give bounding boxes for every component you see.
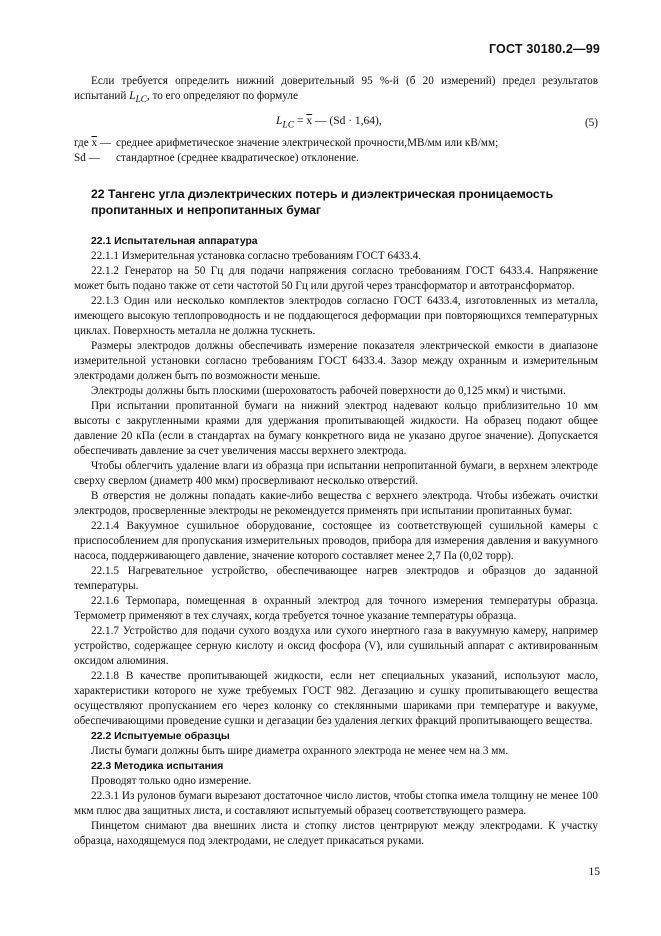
paragraph-tweezers: Пинцетом снимают два внешних листа и стопку листов центрируют между электродами. К участку образца, находящемуся под электродами, не следует прикасаться руками. — [74, 820, 598, 848]
document-header: ГОСТ 30180.2—99 — [488, 42, 600, 56]
subsection-heading-22-1: 22.1 Испытательная аппаратура — [91, 236, 258, 248]
paragraph-22-1-4: 22.1.4 Вакуумное сушильное оборудование, состоящее из соответствующей сушильной камеры с приспособлением для пропускания измерительных проводов, прибора для измерения давления и вакуумного насоса, поддерживающего давление, значение которого составляет менее 2,7 Па (0,02 торр). — [74, 520, 598, 563]
paragraph-22-3: Проводят только одно измерение. — [91, 775, 252, 788]
definition-dash: — — [97, 137, 112, 150]
subsection-heading-22-2: 22.2 Испытуемые образцы — [91, 731, 230, 743]
definitions-list — [74, 136, 598, 166]
formula-eq: = — [294, 115, 307, 128]
definition-text: стандартное (среднее квадратическое) отклонение. — [116, 152, 359, 165]
paragraph-22-1-6: 22.1.6 Термопара, помещенная в охранный электрод для точного измерения температуры образца. Термометр применяют в тех случаях, когда требуется точное указание температуры образца. — [74, 595, 598, 623]
paragraph-22-1-2: 22.1.2 Генератор на 50 Гц для подачи напряжения согласно требованиям ГОСТ 6433.4. Напряжение может быть подано также от сети частотой 50 Гц или другой через трансформатор и автотрансформатор. — [74, 265, 598, 293]
paragraph-holes: Чтобы облегчить удаление влаги из образца при испытании непропитанной бумаги, в верхнем электроде сверху сверлом (диаметр 400 мкм) просверливают несколько отверстий. — [74, 460, 598, 488]
definition-text: среднее арифметическое значение электрической прочности,МВ/мм или кВ/мм; — [116, 137, 499, 150]
paragraph-electrode-size: Размеры электродов должны обеспечивать измерение показателя электрической емкости в диапазоне измерительной установки согласно требованиям ГОСТ 6433.4. Зазор между охранным и измерительным электродами должен быть по возможности меньше. — [74, 340, 598, 383]
intro-paragraph — [74, 74, 598, 108]
definition-prefix: где — [74, 137, 92, 150]
paragraph-22-1-7: 22.1.7 Устройство для подачи сухого воздуха или сухого инертного газа в вакуумную камеру, например устройство, содержащее серную кислоту и оксид фосфора (V), или сушильный аппарат с активированным оксидом алюминия. — [74, 625, 598, 668]
formula-number: (5) — [584, 117, 598, 130]
paragraph-holes-note: В отверстия не должны попадать какие-либо вещества с верхнего электрода. Чтобы избежать очистки электродов, просверленные электроды не рекомендуется применять при испытании пропитанных бумаг. — [74, 490, 598, 518]
definition-symbol — [74, 151, 112, 166]
paragraph-22-3-1: 22.3.1 Из рулонов бумаги вырезают достаточное число листов, чтобы стопка имела толщину не менее 100 мкм плюс два защитных листа, и составляют испытуемый образец соответствующего размера. — [74, 790, 598, 818]
paragraph-22-1-5: 22.1.5 Нагревательное устройство, обеспечивающее нагрев электродов и образцов до заданной температуры. — [74, 565, 598, 593]
definition-dash: — — [85, 152, 100, 165]
definition-symbol-text: $\overline{x}$ — [91, 137, 98, 150]
formula-rest: — (Sd · 1,64), — [312, 115, 382, 128]
paragraph-22-1-3: 22.1.3 Один или несколько комплектов электродов согласно ГОСТ 6433.4, изготовленных из металла, имеющего высокую теплопроводность и не поддающегося деформации при повторяющихся температурных циклах. Поверхность металла не должна тускнеть. — [74, 295, 598, 338]
definition-symbol — [74, 136, 112, 151]
formula-lhs-sub: LC — [282, 119, 295, 131]
intro-symbol-sub: LC — [135, 95, 147, 106]
paragraph-22-1-8: 22.1.8 В качестве пропитывающей жидкости, если нет специальных указаний, используют масло, характеристики которого не хуже требуемых ГОСТ 982. Дегазацию и сушку пропитывающего вещества осуществляют пропусканием его через колонку со стеклянными шариками при температуре и вакууме, обеспечивающими проведение сушки и дегазации без удаления легких фракций пропитывающего вещества. — [74, 670, 598, 728]
section-title: 22 Тангенс угла диэлектрических потерь и диэлектрическая проницаемость пропитанных и непропитанных бумаг — [91, 187, 554, 218]
intro-tail: , то его определяют по формуле — [146, 90, 298, 102]
definition-symbol-text: Sd — [74, 152, 86, 165]
paragraph-22-2: Листы бумаги должны быть шире диаметра охранного электрода не менее чем на 3 мм. — [91, 745, 509, 758]
definition-row — [74, 136, 598, 151]
paragraph-electrode-flat: Электроды должны быть плоскими (шероховатость рабочей поверхности до 0,125 мкм) и чистыми. — [91, 385, 566, 398]
intro-text: Если требуется определить нижний доверительный 95 %-й (б 20 измерений) предел результатов испытаний — [74, 75, 598, 102]
intro-symbol: L — [129, 90, 136, 102]
formula — [276, 114, 382, 132]
definition-row — [74, 151, 598, 166]
formula-xbar: $\overline{x}$ — [306, 115, 313, 128]
paragraph-22-1-1: 22.1.1 Измерительная установка согласно требованиям ГОСТ 6433.4. — [91, 250, 422, 263]
formula-lhs: L — [276, 115, 283, 128]
page-number: 15 — [588, 866, 600, 878]
formula-block — [74, 110, 598, 136]
subsection-heading-22-3: 22.3 Методика испытания — [91, 761, 224, 773]
paragraph-impregnated: При испытании пропитанной бумаги на нижний электрод надевают кольцо приблизительно 10 мм высоты с закругленными краями для удержания пропитывающей жидкости. На образец подают общее давление 20 кПа (если в стандартах на бумагу конкретного вида не указано другое значение). Допускается обеспечивать давление за счет увеличения массы верхнего электрода. — [74, 400, 598, 458]
document-body — [74, 74, 598, 849]
